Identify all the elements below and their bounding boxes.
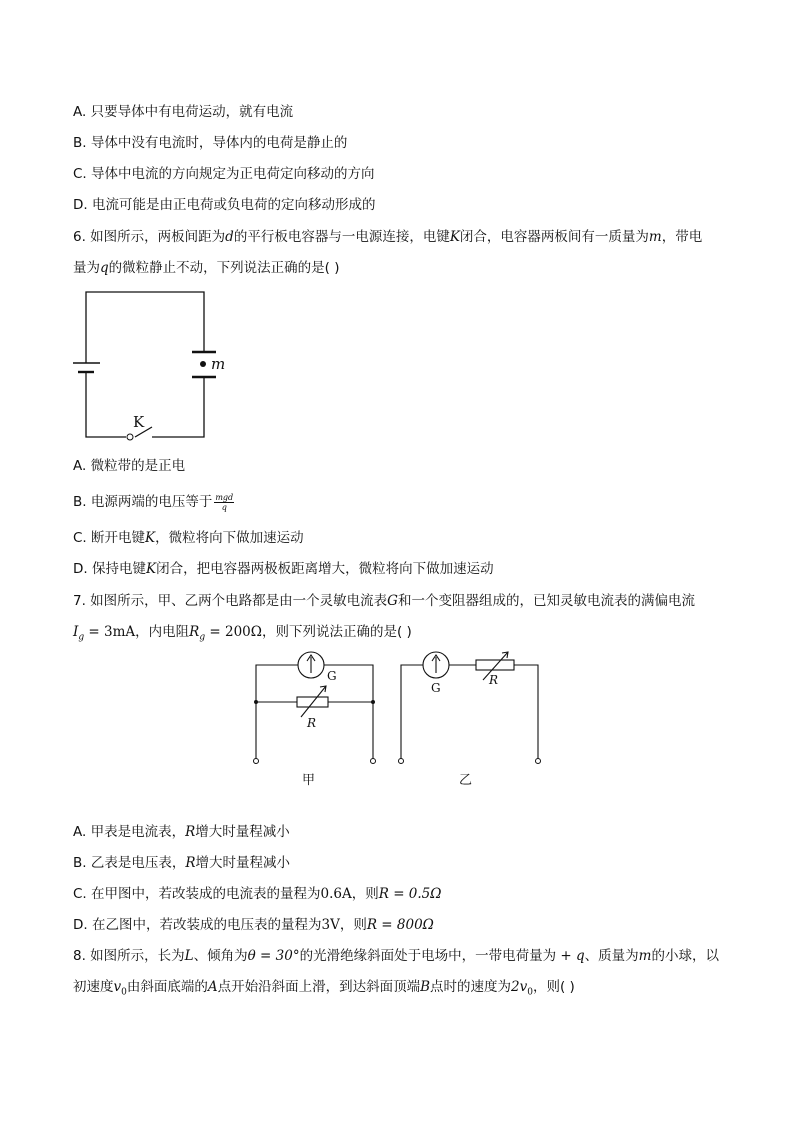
q7-option-a: A. 甲表是电流表，R增大时量程减小 (73, 824, 290, 840)
q6-stem-line1: 6. 如图所示，两板间距为d的平行板电容器与一电源连接，电键K闭合，电容器两板间有一质量为m，带电 (73, 229, 703, 245)
q5-option-a: A. 只要导体中有电荷运动，就有电流 (73, 104, 294, 120)
galvanometer-label-yi: G (431, 681, 441, 695)
q7-option-b: B. 乙表是电压表，R增大时量程减小 (73, 855, 291, 871)
galvanometer-label-jia: G (327, 669, 337, 683)
switch-label: K (133, 413, 145, 431)
q7-option-d: D. 在乙图中，若改装成的电压表的量程为3V，则R = 800Ω (73, 917, 434, 933)
q6-stem-line2: 量为q的微粒静止不动，下列说法正确的是( ) (73, 260, 340, 276)
circuit-jia (256, 652, 373, 760)
rheostat-label-yi: R (489, 673, 499, 687)
caption-jia: 甲 (302, 773, 316, 788)
q6-option-c: C. 断开电键K，微粒将向下做加速运动 (73, 530, 304, 546)
q7-stem-line1: 7. 如图所示，甲、乙两个电路都是由一个灵敏电流表G和一个变阻器组成的，已知灵敏电流表的满偏电流 (73, 593, 695, 609)
fraction-mgd-over-q: $\frac{\text{mgd}}{q}$ (215, 492, 234, 512)
q5-option-c: C. 导体中电流的方向规定为正电荷定向移动的方向 (73, 166, 375, 182)
q5-option-d: D. 电流可能是由正电荷或负电荷的定向移动形成的 (73, 197, 376, 213)
rheostat-label-jia: R (307, 716, 317, 730)
q6-option-d: D. 保持电键K闭合，把电容器两极板距离增大，微粒将向下做加速运动 (73, 561, 494, 577)
q5-option-b: B. 导体中没有电流时，导体内的电荷是静止的 (73, 135, 348, 151)
q8-stem-line1: 8. 如图所示，长为L、倾角为θ = 30°的光滑绝缘斜面处于电场中，一带电荷量为 + q、质量为m的小球，以 (73, 948, 719, 964)
q6-option-a: A. 微粒带的是正电 (73, 458, 186, 474)
q7-stem-line2: $I_g = 3mA$，内电阻$R_g = 200\Omega$，则下列说法正确的是( ) (73, 624, 412, 643)
circuit-yi (401, 652, 538, 760)
q6-option-b: B. 电源两端的电压等于 $\frac{\text{mgd}}{q}$ (73, 492, 234, 512)
q8-stem-line2: 初速度$v_0$由斜面底端的A点开始沿斜面上滑，到达斜面顶端B点时的速度为$2v_0$，则( ) (73, 979, 575, 998)
particle-mass-label: m (211, 355, 226, 373)
q7-option-c: C. 在甲图中，若改装成的电流表的量程为0.6A，则R = 0.5Ω (73, 886, 442, 902)
rheostat-yi (476, 660, 514, 670)
caption-yi: 乙 (459, 773, 473, 788)
